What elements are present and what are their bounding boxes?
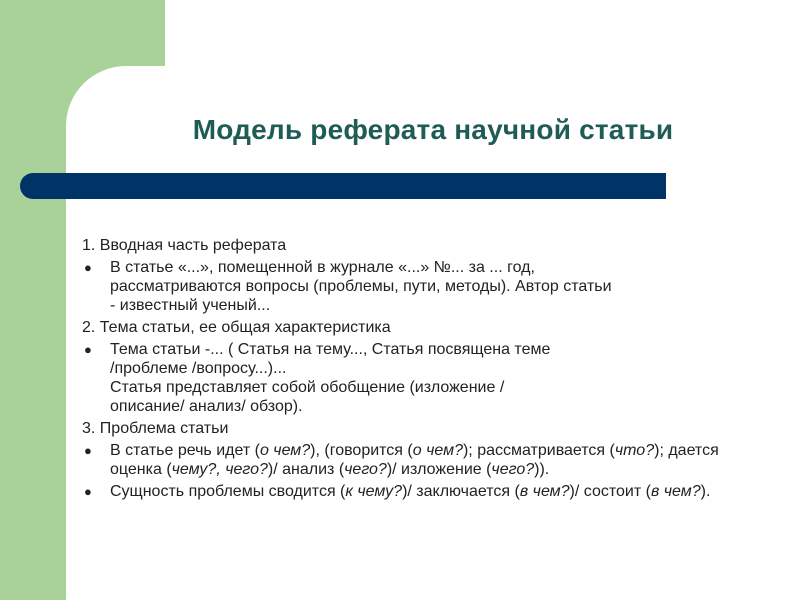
text-segment: ). — [700, 483, 711, 500]
section-heading-intro: 1. Вводная часть реферата — [82, 237, 287, 254]
bullet-dot-icon: ● — [84, 260, 92, 275]
text-segment: В статье речь идет ( — [110, 442, 260, 459]
italic-question: к чему? — [345, 483, 403, 500]
text-segment: )/ состоит ( — [569, 483, 651, 500]
bullet-line: рассматриваются вопросы (проблемы, пути, методы). Автор статьи — [110, 278, 612, 295]
bullet-line: /проблеме /вопросу...)... — [110, 360, 287, 377]
text-segment: ); дается оценка ( — [110, 442, 719, 478]
bullet-text — [110, 442, 719, 478]
italic-question: в чем? — [650, 483, 701, 500]
italic-question: что? — [614, 442, 655, 459]
bullet-item — [82, 441, 762, 479]
italic-question: чему?, чего? — [171, 461, 268, 478]
section-heading-topic: 2. Тема статьи, ее общая характеристика — [82, 319, 391, 336]
bullet-line: - известный ученый... — [110, 297, 271, 314]
text-segment: Сущность проблемы сводится ( — [110, 483, 346, 500]
text-segment: )). — [534, 461, 550, 478]
bullet-text — [110, 483, 710, 500]
text-segment: ), (говорится ( — [310, 442, 413, 459]
slide-title: Модель реферата научной статьи — [192, 114, 674, 145]
bullet-line: Статья представляет собой обобщение (изложение / — [110, 379, 505, 396]
bullet-line: Тема статьи -... ( Статья на тему..., Статья посвящена теме — [110, 341, 551, 358]
bullet-item — [82, 258, 762, 315]
slide-body — [82, 236, 762, 504]
italic-question: чего? — [491, 461, 535, 478]
text-segment: ); рассматривается ( — [462, 442, 615, 459]
bullet-item — [82, 340, 762, 416]
text-segment: )/ анализ ( — [267, 461, 345, 478]
section-heading-problem: 3. Проблема статьи — [82, 420, 229, 437]
italic-question: в чем? — [519, 483, 570, 500]
italic-question: о чем? — [259, 442, 311, 459]
italic-question: о чем? — [412, 442, 463, 459]
bullet-dot-icon: ● — [84, 342, 92, 357]
bullet-dot-icon: ● — [84, 443, 92, 458]
text-segment: )/ заключается ( — [402, 483, 520, 500]
bullet-line: описание/ анализ/ обзор). — [110, 398, 303, 415]
title-underline-bar — [20, 173, 666, 199]
bullet-line: В статье «...», помещенной в журнале «...» №... за ... год, — [110, 259, 535, 276]
bullet-item — [82, 482, 762, 501]
italic-question: чего? — [344, 461, 387, 478]
text-segment: )/ изложение ( — [386, 461, 492, 478]
bullet-dot-icon: ● — [84, 484, 92, 499]
